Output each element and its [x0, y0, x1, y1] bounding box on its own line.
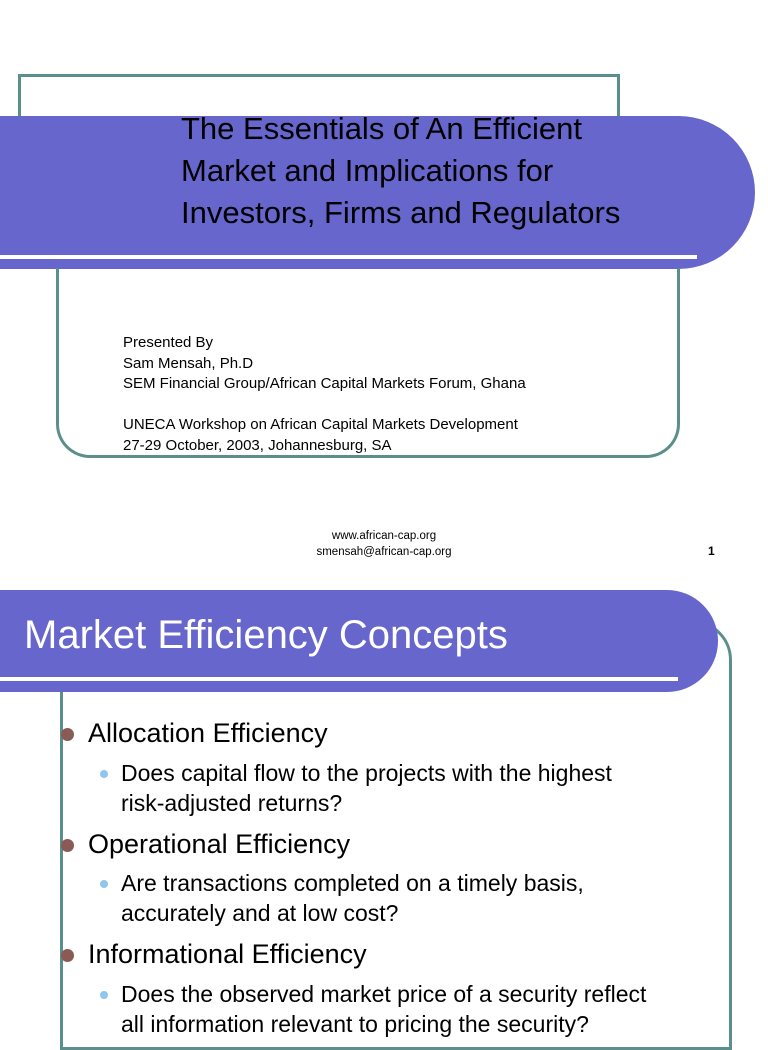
bullet-heading: Operational Efficiency	[88, 829, 351, 859]
bullet-dot-primary	[61, 839, 74, 852]
bullet-dot-secondary	[100, 991, 108, 999]
bullet-heading: Allocation Efficiency	[88, 718, 328, 748]
bullet-dot-primary	[61, 728, 74, 741]
bullet-detail-line: Does capital flow to the projects with the highest	[121, 760, 612, 786]
event-name: UNECA Workshop on African Capital Markets Development	[123, 416, 518, 433]
bullet-detail	[121, 979, 721, 1039]
bullet-dot-secondary	[100, 770, 108, 778]
footer-website: www.african-cap.org	[331, 530, 437, 542]
bullet-detail-line: risk-adjusted returns?	[121, 790, 343, 816]
bullet-dot-primary	[61, 949, 74, 962]
bullet-heading: Informational Efficiency	[88, 939, 367, 969]
presenter-name: Sam Mensah, Ph.D	[123, 354, 254, 372]
bullet-detail-line: accurately and at low cost?	[121, 900, 399, 926]
bullet-detail	[121, 868, 721, 928]
slide1-title-line: Investors, Firms and Regulators	[181, 195, 621, 230]
bullet-dot-secondary	[100, 880, 108, 888]
slide1-title-line: Market and Implications for	[181, 153, 554, 188]
slide2-title: Market Efficiency Concepts	[24, 613, 508, 657]
bullet-detail-line: all information relevant to pricing the security?	[121, 1011, 589, 1037]
bullet-detail-line: Are transactions completed on a timely basis,	[121, 870, 584, 896]
presenter-affiliation: SEM Financial Group/African Capital Markets Forum, Ghana	[123, 375, 526, 392]
bullet-detail	[121, 758, 721, 818]
presenter-label: Presented By	[123, 334, 214, 351]
event-date-location: 27-29 October, 2003, Johannesburg, SA	[123, 436, 392, 454]
page-number: 1	[708, 544, 715, 558]
slide1-title-line: The Essentials of An Efficient	[181, 111, 582, 146]
footer-email: smensah@african-cap.org	[316, 546, 452, 558]
bullet-detail-line: Does the observed market price of a security reflect	[121, 981, 647, 1007]
